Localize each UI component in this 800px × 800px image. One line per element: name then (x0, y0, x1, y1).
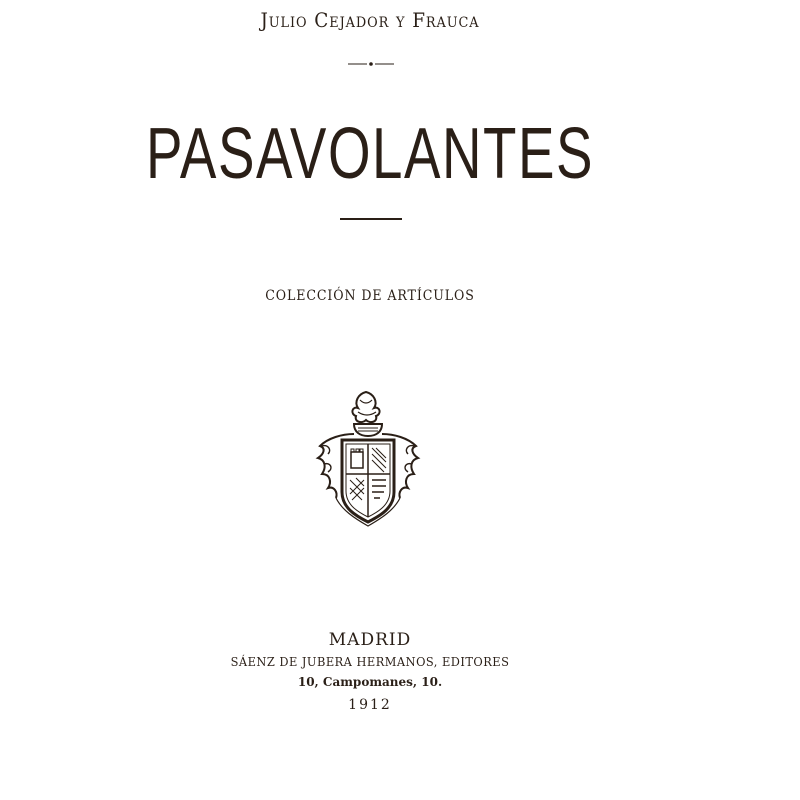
publisher-address: 10, Campomanes, 10. (297, 675, 443, 689)
title-underline (340, 218, 402, 220)
publication-city: MADRID (328, 630, 412, 650)
book-title: PASAVOLANTES (145, 114, 595, 194)
publisher-name: SÁENZ DE JUBERA HERMANOS, EDITORES (230, 655, 510, 669)
coat-of-arms-icon (314, 388, 422, 530)
imprint-block (0, 628, 740, 718)
ornamental-divider-icon (348, 60, 394, 68)
author-name: Julio Cejador y Frauca (260, 8, 480, 32)
publication-year: 1912 (348, 697, 392, 713)
book-subtitle: COLECCIÓN DE ARTÍCULOS (265, 288, 475, 304)
